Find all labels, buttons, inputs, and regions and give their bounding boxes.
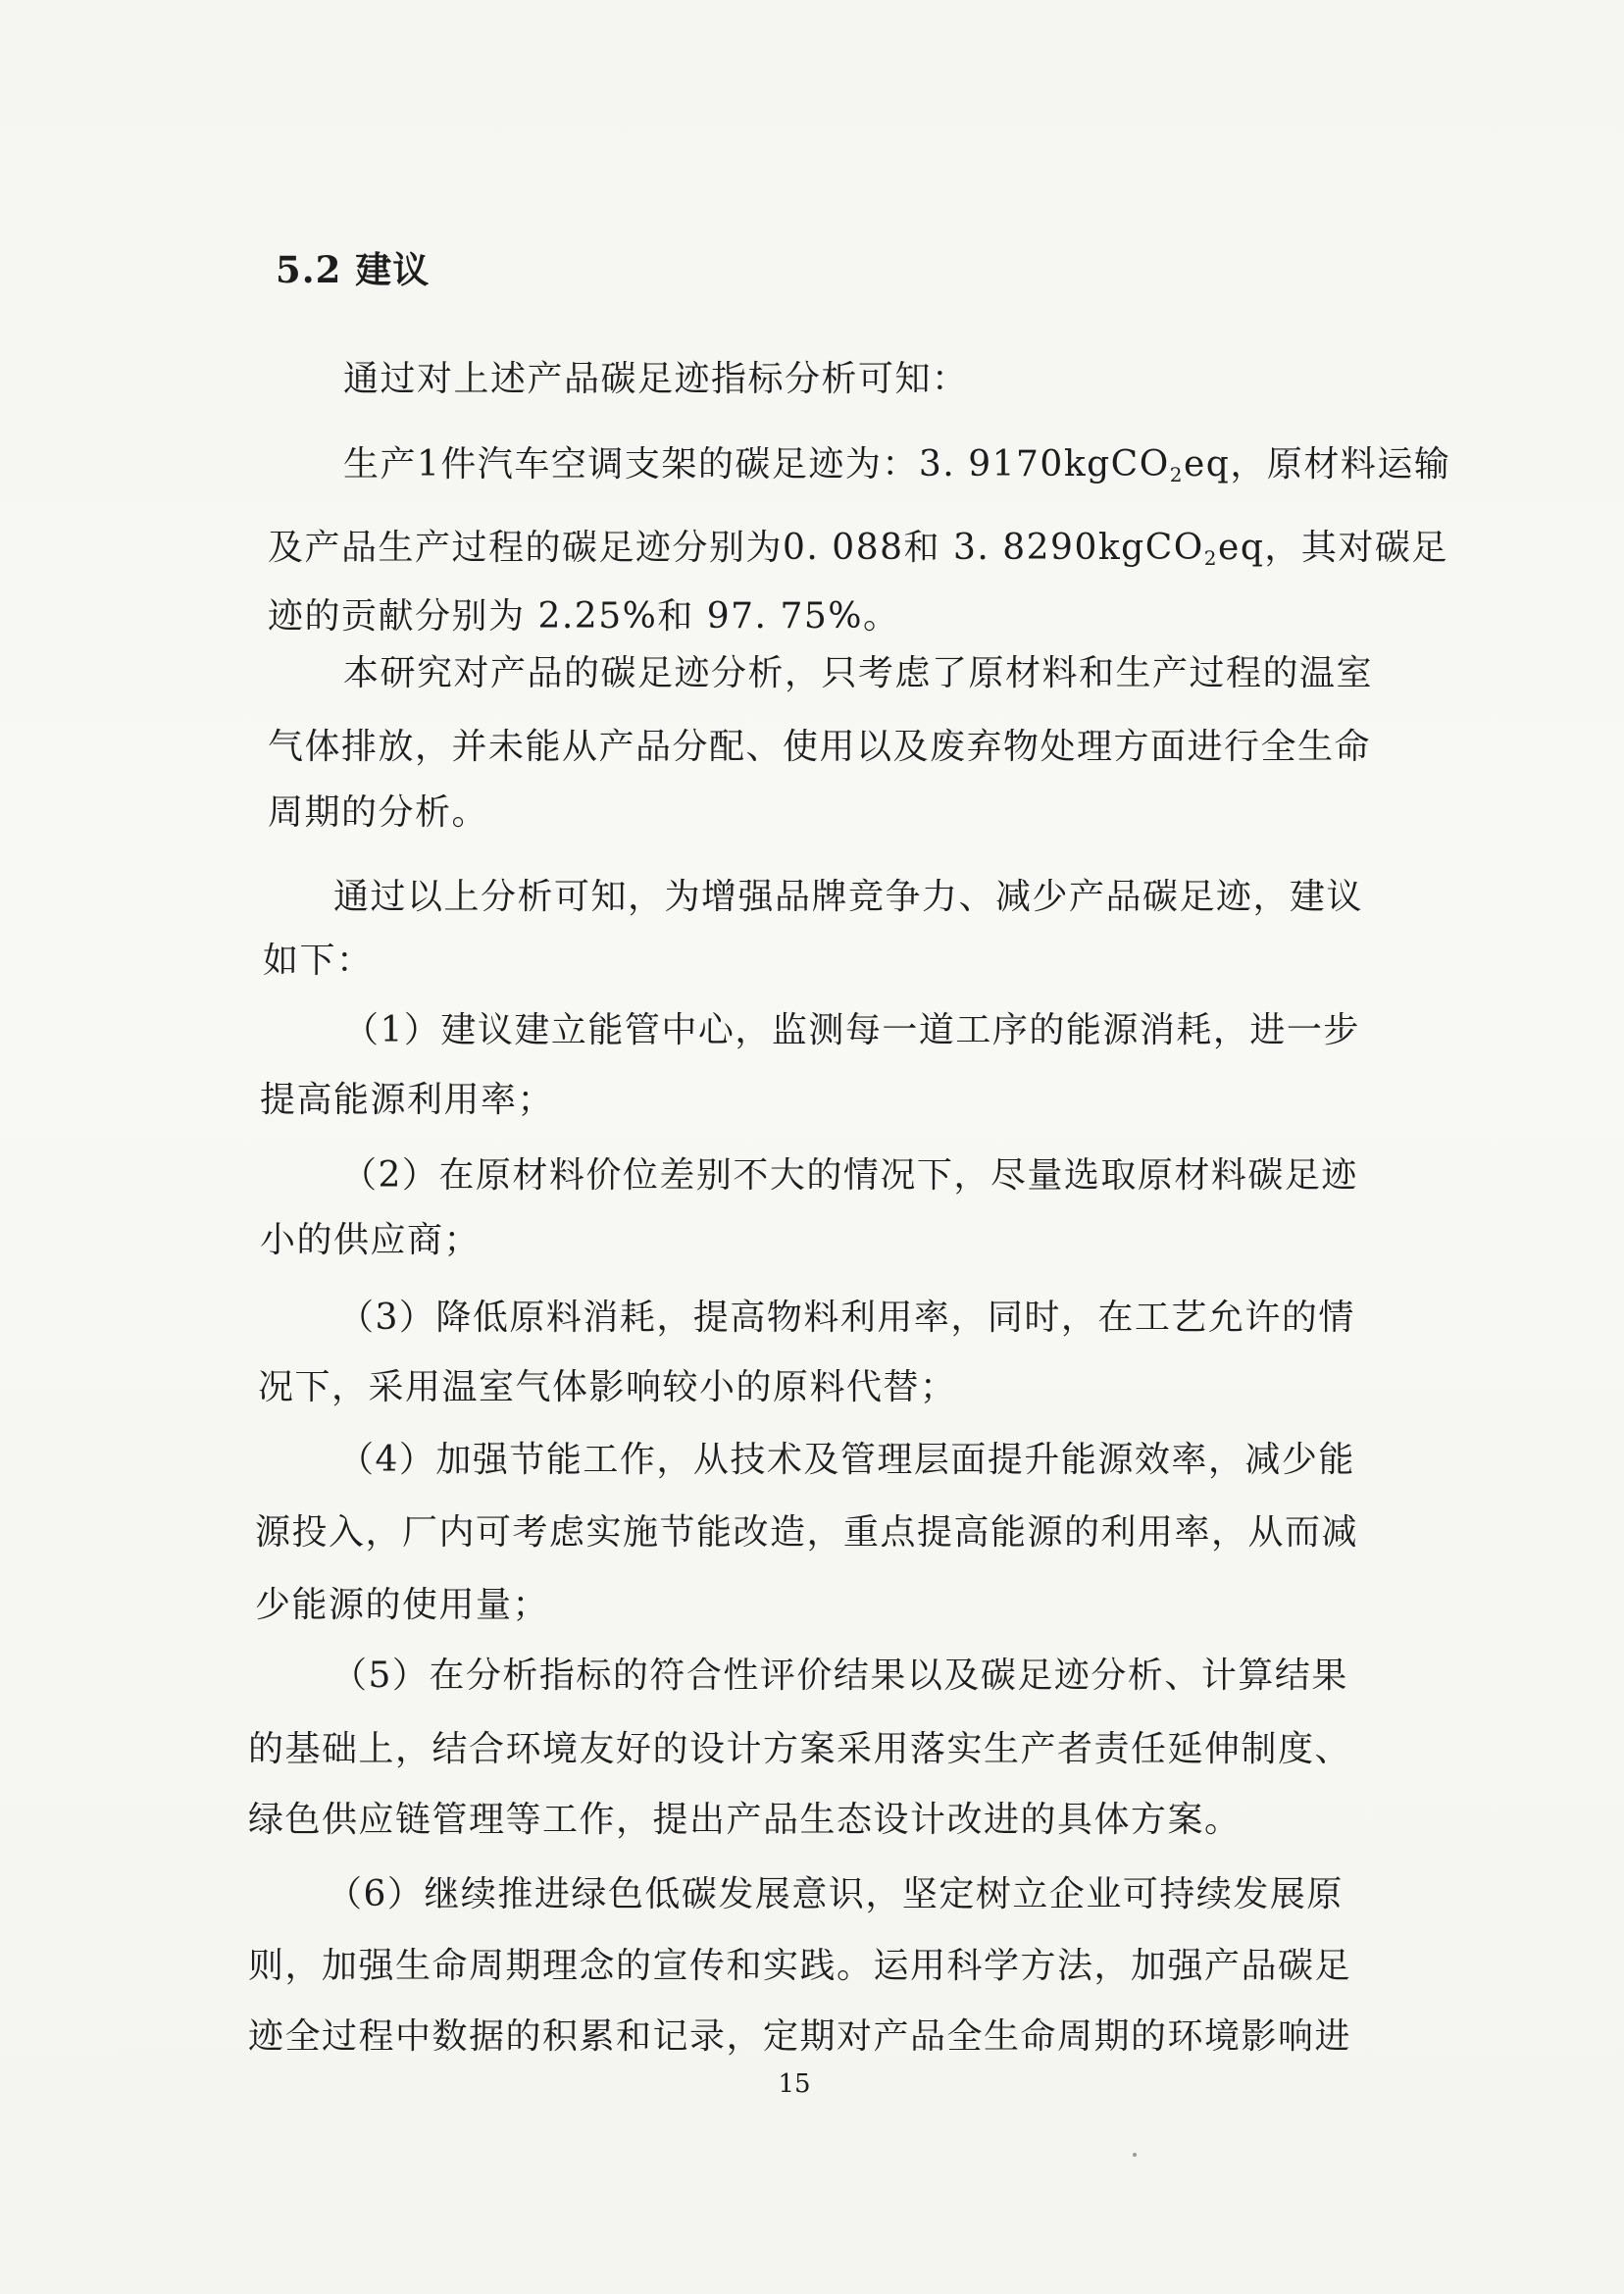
text-span: eq，原材料运输 xyxy=(1183,444,1451,484)
paragraph-line: 周期的分析。 xyxy=(268,792,489,833)
list-item-line: （4）加强节能工作，从技术及管理层面提升能源效率，减少能 xyxy=(338,1440,1355,1480)
subscript: 2 xyxy=(1203,546,1219,570)
paragraph-line: 通过以上分析可知，为增强品牌竞争力、减少产品碳足迹，建议 xyxy=(333,877,1364,917)
paragraph-line: 本研究对产品的碳足迹分析，只考虑了原材料和生产过程的温室 xyxy=(343,653,1374,693)
list-item-line: 的基础上，结合环境友好的设计方案采用落实生产者责任延伸制度、 xyxy=(248,1729,1352,1769)
list-item-line: 提高能源利用率； xyxy=(260,1080,555,1120)
list-item-line: 少能源的使用量； xyxy=(255,1585,550,1625)
scan-artifact xyxy=(1133,2153,1137,2157)
paragraph-line: 气体排放，并未能从产品分配、使用以及废弃物处理方面进行全生命 xyxy=(268,727,1372,767)
subscript: 2 xyxy=(1169,463,1184,486)
list-item-line: （6）继续推进绿色低碳发展意识，坚定树立企业可持续发展原 xyxy=(327,1874,1344,1914)
list-item-line: 迹全过程中数据的积累和记录，定期对产品全生命周期的环境影响进 xyxy=(248,2016,1352,2057)
paragraph-line xyxy=(343,436,1450,486)
list-item-line: （3）降低原料消耗，提高物料利用率，同时，在工艺允许的情 xyxy=(338,1298,1355,1338)
paragraph-line: 迹的贡献分别为 2.25%和 97. 75%。 xyxy=(268,596,900,637)
paragraph-line: 如下： xyxy=(263,941,374,981)
section-heading: 5.2 建议 xyxy=(276,248,431,291)
list-item-line: 况下，采用温室气体影响较小的原料代替； xyxy=(258,1367,957,1407)
list-item-line: 绿色供应链管理等工作，提出产品生态设计改进的具体方案。 xyxy=(248,1800,1242,1840)
list-item-line: （1）建议建立能管中心，监测每一道工序的能源消耗，进一步 xyxy=(343,1010,1360,1050)
paragraph-line: 通过对上述产品碳足迹指标分析可知： xyxy=(343,359,969,399)
text-span: 及产品生产过程的碳足迹分别为0. 088和 3. 8290kgCO xyxy=(268,528,1204,568)
list-item-line: 小的供应商； xyxy=(260,1220,482,1260)
paragraph-line xyxy=(268,520,1448,570)
text-span: 生产1件汽车空调支架的碳足迹为：3. 9170kgCO xyxy=(343,444,1170,484)
list-item-line: 源投入，厂内可考虑实施节能改造，重点提高能源的利用率，从而减 xyxy=(255,1512,1359,1553)
text-span: eq，其对碳足 xyxy=(1218,528,1448,568)
page-number: 15 xyxy=(778,2069,811,2099)
list-item-line: （5）在分析指标的符合性评价结果以及碳足迹分析、计算结果 xyxy=(331,1656,1348,1696)
list-item-line: （2）在原材料价位差别不大的情况下，尽量选取原材料碳足迹 xyxy=(341,1155,1358,1196)
list-item-line: 则，加强生命周期理念的宣传和实践。运用科学方法，加强产品碳足 xyxy=(248,1946,1352,1986)
